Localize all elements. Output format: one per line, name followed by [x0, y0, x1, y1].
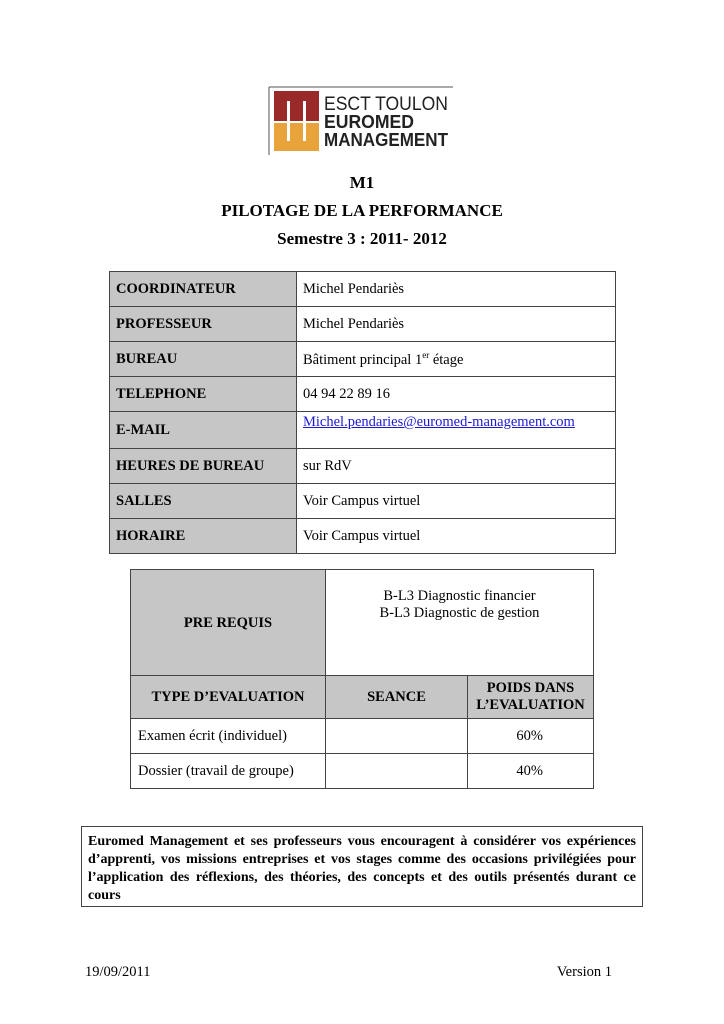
table-row: [131, 754, 594, 789]
level-title: M1: [349, 173, 375, 192]
horaire-label: HORAIRE: [110, 519, 297, 554]
header-poids-line2: L’EVALUATION: [476, 697, 585, 713]
header-poids: [468, 676, 594, 719]
course-title: PILOTAGE DE LA PERFORMANCE: [221, 201, 503, 220]
coordinateur-value: Michel Pendariès: [297, 272, 616, 307]
prerequis-item: B-L3 Diagnostic financier: [383, 588, 536, 604]
table-row: [110, 484, 616, 519]
semester-title: Semestre 3 : 2011- 2012: [277, 229, 447, 248]
horaire-value: Voir Campus virtuel: [297, 519, 616, 554]
eval-seance: [326, 719, 468, 754]
heures-value: sur RdV: [297, 449, 616, 484]
prerequis-label: PRE REQUIS: [131, 570, 326, 678]
salles-label: SALLES: [110, 484, 297, 519]
table-row: [110, 272, 616, 307]
heures-label: HEURES DE BUREAU: [110, 449, 297, 484]
bureau-value-prefix: Bâtiment principal 1: [303, 351, 423, 368]
eval-seance: [326, 754, 468, 789]
logo-line2: EUROMED: [324, 112, 414, 132]
table-row: [110, 307, 616, 342]
table-row: [110, 412, 616, 449]
email-label: E-MAIL: [110, 412, 297, 449]
bureau-value-suffix: étage: [429, 351, 464, 368]
telephone-label: TELEPHONE: [110, 377, 297, 412]
table-row: [110, 449, 616, 484]
course-info-table: [109, 271, 616, 554]
eval-type: Dossier (travail de groupe): [131, 754, 326, 789]
email-link[interactable]: Michel.pendaries@euromed-management.com: [303, 414, 575, 430]
bureau-label: BUREAU: [110, 342, 297, 377]
header-type: TYPE D’EVALUATION: [131, 676, 326, 719]
professeur-label: PROFESSEUR: [110, 307, 297, 342]
bureau-value: [297, 342, 616, 377]
header-seance: SEANCE: [326, 676, 468, 719]
table-row: [110, 519, 616, 554]
bureau-value-sup: er: [422, 349, 430, 360]
professeur-value: Michel Pendariès: [297, 307, 616, 342]
eval-poids: 40%: [468, 754, 594, 789]
telephone-value: 04 94 22 89 16: [297, 377, 616, 412]
table-row: [110, 342, 616, 377]
logo-line1: ESCT TOULON: [324, 94, 448, 115]
evaluation-table: [130, 675, 594, 789]
school-logo: [268, 86, 454, 156]
logo-line3: MANAGEMENT: [324, 130, 448, 150]
prerequis-values: [326, 570, 594, 678]
table-row: [131, 570, 594, 678]
encouragement-note: Euromed Management et ses professeurs vous encouragent à considérer vos expériences d’apprenti, vos missions entreprises et vos stages comme des occasions privilégiées pour l’application des réflexions, des théories, des concepts et des outils présentés durant ce cours: [81, 826, 643, 907]
eval-poids: 60%: [468, 719, 594, 754]
email-cell: [297, 412, 616, 449]
footer-date: 19/09/2011: [85, 964, 151, 980]
table-row: [131, 719, 594, 754]
coordinateur-label: COORDINATEUR: [110, 272, 297, 307]
prerequis-item: B-L3 Diagnostic de gestion: [379, 605, 540, 621]
footer-version: Version 1: [556, 964, 612, 980]
table-header-row: [131, 676, 594, 719]
salles-value: Voir Campus virtuel: [297, 484, 616, 519]
table-row: [110, 377, 616, 412]
header-poids-line1: POIDS DANS: [486, 680, 575, 696]
eval-type: Examen écrit (individuel): [131, 719, 326, 754]
prerequisites-table: [130, 569, 594, 678]
